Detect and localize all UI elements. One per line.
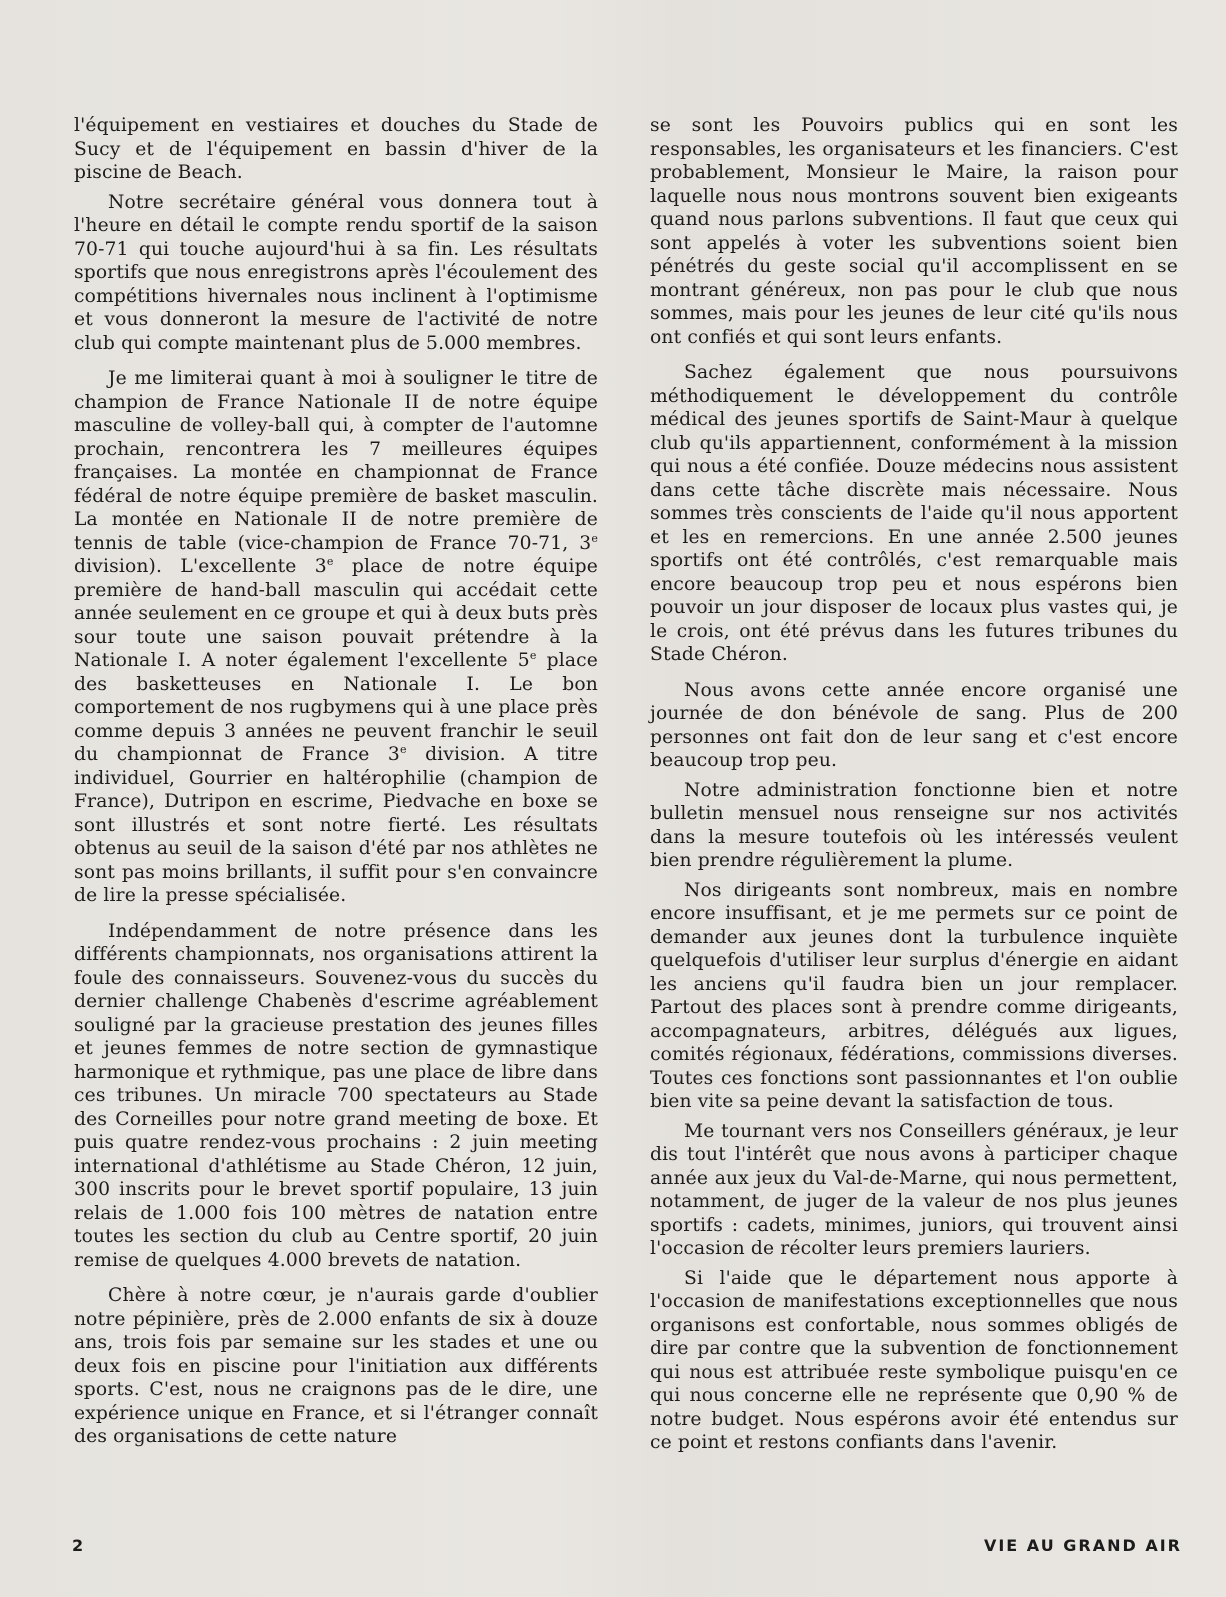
paragraph <box>74 367 598 908</box>
ordinal-suffix: e <box>591 531 598 545</box>
paragraph: Nos dirigeants sont nombreux, mais en nombre encore insuffisant, et je me permets sur ce point de demander aux jeunes dont la turbulence inquiète quelquefois d'utiliser leur surplus d'énergie en aidant les anciens qu'il faudra bien un jour remplacer. Partout des places sont à prendre comme dirigeants, accompagnateurs, arbitres, délégués aux ligues, comités régionaux, fédérations, commissions diverses. Toutes ces fonctions sont passionnantes et l'on oublie bien vite sa peine devant la satisfaction de tous. <box>650 879 1178 1112</box>
paragraph: l'équipement en vestiaires et douches du Stade de Sucy et de l'équipement en bassin d'hiver de la piscine de Beach. <box>74 115 598 183</box>
paragraph-text: place de notre équipe première de hand-ball masculin qui accédait cette année seulement en ce groupe et qui à deux buts près sour toute une saison pouvait prétendre à la Nationale I. A noter également l'excellente 5 <box>74 556 598 671</box>
paragraph: Sachez également que nous poursuivons méthodiquement le développement du contrôle médical des jeunes sportifs de Saint-Maur à quelque club qu'ils appartiennent, conformément à la mission qui nous a été confiée. Douze médecins nous assistent dans cette tâche discrète mais nécessaire. Nous sommes très conscients de l'aide qu'il nous apportent et les en remercions. En une année 2.500 jeunes sportifs ont été contrôlés, c'est remarquable mais encore beaucoup trop peu et nous espérons bien pouvoir un jour disposer de locaux plus vastes qui, je le crois, ont été prévus dans les futures tribunes du Stade Chéron. <box>650 362 1178 665</box>
magazine-title: VIE AU GRAND AIR <box>983 1536 1182 1555</box>
paragraph-text: division). L'excellente 3 <box>74 556 327 577</box>
page-number: 2 <box>72 1536 85 1555</box>
paragraph: Chère à notre cœur, je n'aurais garde d'oublier notre pépinière, près de 2.000 enfants de six à douze ans, trois fois par semaine sur les stades et une ou deux fois en piscine pour l'initiation aux différents sports. C'est, nous ne craignons pas de le dire, une expérience unique en France, et si l'étranger connaît des organisations de cette nature <box>74 1285 598 1447</box>
paragraph: se sont les Pouvoirs publics qui en sont les responsables, les organisateurs et les financiers. C'est probablement, Monsieur le Maire, la raison pour laquelle nous nous montrons souvent bien exigeants quand nous parlons subventions. Il faut que ceux qui sont appelés à voter les subventions soient bien pénétrés du geste social qu'il accomplissent en se montrant généreux, non pas pour le club que nous sommes, mais pour les jeunes de leur cité qu'ils nous ont confiés et qui sont leurs enfants. <box>650 115 1178 348</box>
right-column <box>650 114 1178 1455</box>
paragraph-text: division. A titre individuel, Gourrier en haltérophilie (champion de France), Dutripon en escrime, Piedvache en boxe se sont illustrés et sont notre fierté. Les résultats obtenus au seuil de la saison d'été par nos athlètes ne sont pas moins brillants, il suffit pour s'en convaincre de lire la presse spécialisée. <box>74 744 598 906</box>
ordinal-suffix: e <box>529 649 537 662</box>
ordinal-suffix: e <box>326 555 334 568</box>
paragraph: Si l'aide que le département nous apporte à l'occasion de manifestations exceptionnelles que nous organisons est confortable, nous sommes obligés de dire par contre que la subvention de fonctionnement qui nous est attribuée reste symbolique puisqu'en ce qui nous concerne elle ne représente que 0,90 % de notre budget. Nous espérons avoir été entendus sur ce point et restons confiants dans l'avenir. <box>650 1267 1178 1453</box>
paragraph: Indépendamment de notre présence dans les différents championnats, nos organisations attirent la foule des connaisseurs. Souvenez-vous du succès du dernier challenge Chabenès d'escrime agréablement souligné par la gracieuse prestation des jeunes filles et jeunes femmes de notre section de gymnastique harmonique et rythmique, pas une place de libre dans ces tribunes. Un miracle 700 spectateurs au Stade des Corneilles pour notre grand meeting de boxe. Et puis quatre rendez-vous prochains : 2 juin meeting international d'athlétisme au Stade Chéron, 12 juin, 300 inscrits pour le brevet sportif populaire, 13 juin relais de 1.000 fois 100 mètres de natation entre toutes les section du club au Centre sportif, 20 juin remise de quelques 4.000 brevets de natation. <box>74 920 598 1271</box>
ordinal-suffix: e <box>399 743 407 756</box>
paragraph-text: Je me limiterai quant à moi à souligner le titre de champion de France Nationale II de notre équipe masculine de volley-ball qui, à compter de l'automne prochain, rencontrera les 7 meilleures équipes françaises. La montée en championnat de France fédéral de notre équipe première de basket masculin. La montée en Nationale II de notre première de tennis de table (vice-champion de France 70-71, 3 <box>74 368 598 554</box>
paragraph-text: place des basketteuses en Nationale I. Le bon comportement de nos rugbymens qui à une place près comme depuis 3 années ne peuvent franchir le seuil du championnat de France 3 <box>74 650 598 765</box>
paragraph: Nous avons cette année encore organisé une journée de don bénévole de sang. Plus de 200 personnes ont fait don de leur sang et c'est encore beaucoup trop peu. <box>650 679 1178 771</box>
paragraph: Me tournant vers nos Conseillers généraux, je leur dis tout l'intérêt que nous avons à participer chaque année aux jeux du Val-de-Marne, qui nous permettent, notamment, de juger de la valeur de nos plus jeunes sportifs : cadets, minimes, juniors, qui trouvent ainsi l'occasion de récolter leurs premiers lauriers. <box>650 1120 1178 1259</box>
paragraph: Notre administration fonctionne bien et notre bulletin mensuel nous renseigne sur nos activités dans la mesure toutefois où les intéressés veulent bien prendre régulièrement la plume. <box>650 779 1178 871</box>
paragraph: Notre secrétaire général vous donnera tout à l'heure en détail le compte rendu sportif de la saison 70-71 qui touche aujourd'hui à sa fin. Les résultats sportifs que nous enregistrons après l'écoulement des compétitions hivernales nous inclinent à l'optimisme et vous donneront la mesure de l'activité de notre club qui compte maintenant plus de 5.000 membres. <box>74 191 598 354</box>
left-column <box>74 114 598 1449</box>
